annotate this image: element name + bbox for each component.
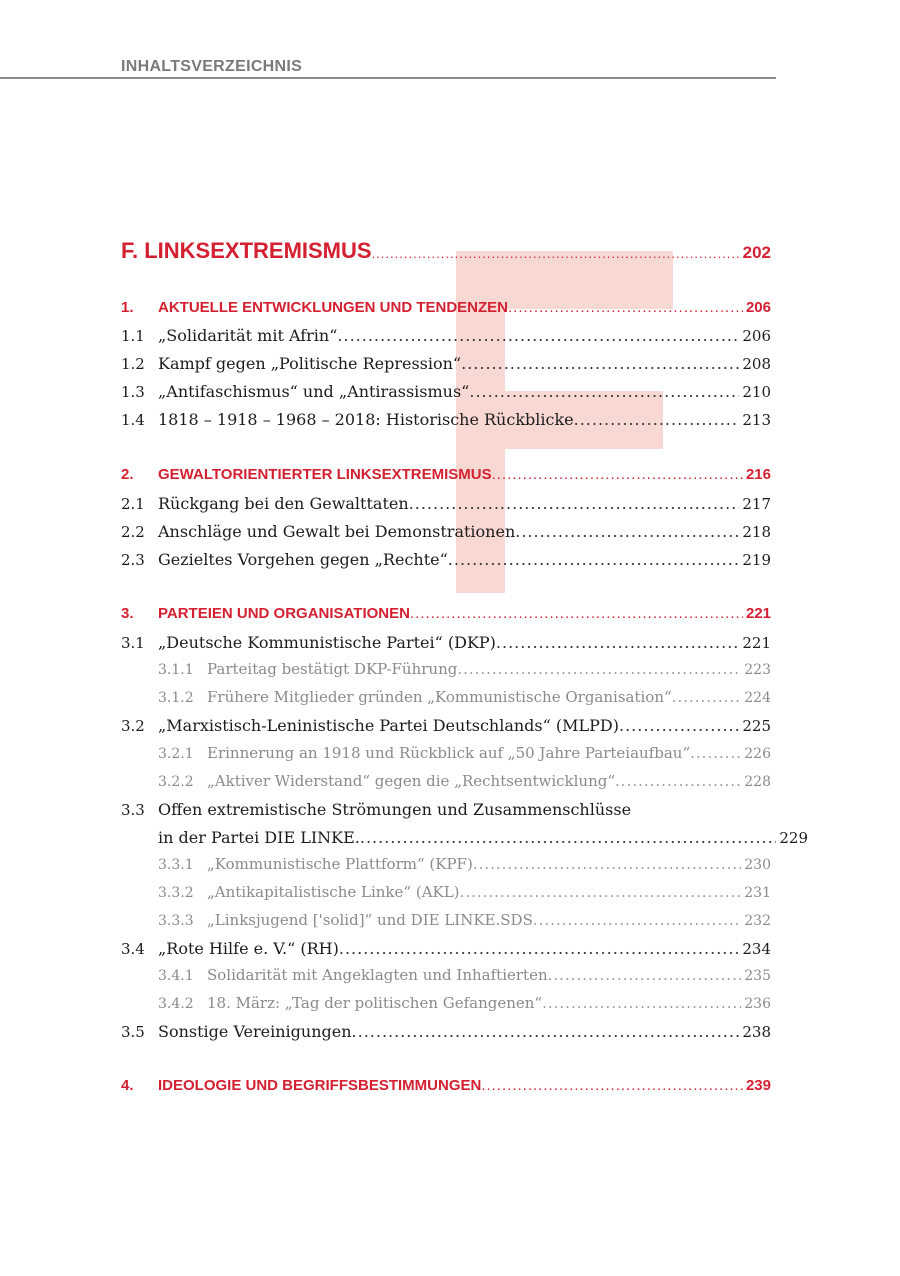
section-number: 3.4 bbox=[121, 940, 145, 958]
page-number: 234 bbox=[742, 940, 771, 958]
toc-section-entry[interactable] bbox=[121, 382, 771, 401]
toc-chapter-entry[interactable] bbox=[121, 1077, 771, 1094]
section-number: 1.2 bbox=[121, 355, 145, 373]
toc-section-entry[interactable] bbox=[121, 550, 771, 569]
chapter-title: PARTEIEN UND ORGANISATIONEN bbox=[158, 605, 410, 622]
subsection-title: Frühere Mitglieder gründen „Kommunistische Organisation“ bbox=[207, 688, 672, 706]
subsection-number: 3.2.2 bbox=[158, 774, 194, 790]
toc-subsection-entry[interactable] bbox=[121, 744, 771, 762]
subsection-number: 3.4.1 bbox=[158, 968, 194, 984]
dot-leader bbox=[548, 966, 742, 984]
section-number: 2.3 bbox=[121, 551, 145, 569]
section-title: Anschläge und Gewalt bei Demonstrationen bbox=[158, 522, 516, 541]
dot-leader bbox=[574, 410, 740, 429]
dot-leader bbox=[360, 828, 776, 847]
subsection-number: 3.3.3 bbox=[158, 913, 194, 929]
dot-leader bbox=[508, 299, 743, 316]
subsection-number: 3.3.2 bbox=[158, 885, 194, 901]
page-number: 230 bbox=[744, 857, 771, 873]
subsection-title: „Linksjugend ['solid]“ und DIE LINKE.SDS bbox=[207, 911, 533, 929]
toc-section-entry[interactable] bbox=[121, 522, 771, 541]
toc-section-entry[interactable] bbox=[121, 1022, 771, 1041]
subsection-title: Solidarität mit Angeklagten und Inhaftierten bbox=[207, 966, 548, 984]
toc-subsection-entry[interactable] bbox=[121, 911, 771, 929]
page-number: 202 bbox=[742, 243, 771, 262]
subsection-title: Erinnerung an 1918 und Rückblick auf „50 Jahre Parteiaufbau“ bbox=[207, 744, 691, 762]
section-title: 1818 – 1918 – 1968 – 2018: Historische Rückblicke bbox=[158, 410, 574, 429]
page-number: 225 bbox=[742, 717, 771, 735]
section-number: 1.4 bbox=[121, 411, 145, 429]
page-number: 224 bbox=[744, 690, 771, 706]
dot-leader bbox=[460, 883, 742, 901]
dot-leader bbox=[337, 326, 739, 345]
section-title: Sonstige Vereinigungen bbox=[158, 1022, 352, 1041]
page-number: 221 bbox=[745, 605, 771, 622]
section-title: Gezieltes Vorgehen gegen „Rechte“ bbox=[158, 550, 448, 569]
toc-section-entry[interactable] bbox=[121, 494, 771, 513]
section-title: „Marxistisch-Leninistische Partei Deutschlands“ (MLPD) bbox=[158, 716, 619, 735]
toc-section-entry[interactable] bbox=[121, 633, 771, 652]
page-number: 223 bbox=[744, 662, 771, 678]
section-title: „Antifaschismus“ und „Antirassismus“ bbox=[158, 382, 470, 401]
dot-leader bbox=[515, 522, 739, 541]
section-title-line2: in der Partei DIE LINKE. bbox=[158, 828, 360, 847]
page-number: 206 bbox=[742, 327, 771, 345]
toc-subsection-entry[interactable] bbox=[121, 660, 771, 678]
toc-section-entry[interactable] bbox=[121, 939, 771, 958]
dot-leader bbox=[615, 772, 741, 790]
toc-subsection-entry[interactable] bbox=[121, 855, 771, 873]
subsection-number: 3.2.1 bbox=[158, 746, 194, 762]
chapter-title: AKTUELLE ENTWICKLUNGEN UND TENDENZEN bbox=[158, 299, 508, 316]
section-title: „Deutsche Kommunistische Partei“ (DKP) bbox=[158, 633, 496, 652]
dot-leader bbox=[690, 744, 741, 762]
toc-subsection-entry[interactable] bbox=[121, 883, 771, 901]
toc-chapter-entry[interactable] bbox=[121, 466, 771, 483]
dot-leader bbox=[672, 688, 742, 706]
toc-section-entry[interactable] bbox=[121, 716, 771, 735]
toc-part-heading[interactable] bbox=[121, 238, 771, 264]
subsection-number: 3.3.1 bbox=[158, 857, 194, 873]
header-rule bbox=[0, 77, 776, 79]
dot-leader bbox=[496, 633, 739, 652]
section-number: 3.5 bbox=[121, 1023, 145, 1041]
dot-leader bbox=[473, 855, 741, 873]
chapter-number: 2. bbox=[121, 466, 134, 483]
page-number: 229 bbox=[779, 829, 808, 847]
chapter-title: GEWALTORIENTIERTER LINKSEXTREMISMUS bbox=[158, 466, 492, 483]
section-title: Kampf gegen „Politische Repression“ bbox=[158, 354, 462, 373]
page-number: 228 bbox=[744, 774, 771, 790]
page-number: 208 bbox=[742, 355, 771, 373]
section-title: Offen extremistische Strömungen und Zusammenschlüsse bbox=[158, 800, 632, 819]
section-number: 1.1 bbox=[121, 327, 145, 345]
dot-leader bbox=[409, 494, 740, 513]
subsection-number: 3.1.2 bbox=[158, 690, 194, 706]
dot-leader bbox=[619, 716, 739, 735]
chapter-number: 3. bbox=[121, 605, 134, 622]
dot-leader bbox=[481, 1077, 743, 1094]
page-number: 217 bbox=[742, 495, 771, 513]
page-number: 219 bbox=[742, 551, 771, 569]
section-number: 3.2 bbox=[121, 717, 145, 735]
subsection-title: „Antikapitalistische Linke“ (AKL) bbox=[207, 883, 460, 901]
page-number: 213 bbox=[742, 411, 771, 429]
page-number: 232 bbox=[744, 913, 771, 929]
chapter-title: IDEOLOGIE UND BEGRIFFSBESTIMMUNGEN bbox=[158, 1077, 482, 1094]
subsection-number: 3.4.2 bbox=[158, 996, 194, 1012]
page-number: 238 bbox=[742, 1023, 771, 1041]
page-number: 221 bbox=[742, 634, 771, 652]
toc-section-entry-continuation[interactable] bbox=[121, 828, 808, 847]
section-title: „Solidarität mit Afrin“ bbox=[158, 326, 338, 345]
dot-leader bbox=[352, 1022, 740, 1041]
page-number: 216 bbox=[745, 466, 771, 483]
section-number: 2.1 bbox=[121, 495, 145, 513]
dot-leader bbox=[448, 550, 740, 569]
chapter-number: 4. bbox=[121, 1077, 134, 1094]
page-number: 235 bbox=[744, 968, 771, 984]
dot-leader bbox=[533, 911, 741, 929]
page-number: 226 bbox=[744, 746, 771, 762]
dot-leader bbox=[542, 994, 741, 1012]
part-title: F. LINKSEXTREMISMUS bbox=[121, 238, 372, 263]
subsection-title: „Kommunistische Plattform“ (KPF) bbox=[207, 855, 473, 873]
section-number: 3.3 bbox=[121, 801, 145, 819]
section-number: 2.2 bbox=[121, 523, 145, 541]
dot-leader bbox=[372, 246, 739, 261]
toc-subsection-entry[interactable] bbox=[121, 688, 771, 706]
running-header: INHALTSVERZEICHNIS bbox=[121, 58, 303, 75]
dot-leader bbox=[457, 660, 741, 678]
subsection-title: Parteitag bestätigt DKP-Führung bbox=[207, 660, 458, 678]
toc-section-entry[interactable] bbox=[121, 800, 771, 819]
page-number: 231 bbox=[744, 885, 771, 901]
section-number: 3.1 bbox=[121, 634, 145, 652]
page-number: 210 bbox=[742, 383, 771, 401]
toc-section-entry[interactable] bbox=[121, 326, 771, 345]
section-title: Rückgang bei den Gewalttaten bbox=[158, 494, 409, 513]
toc-subsection-entry[interactable] bbox=[121, 994, 771, 1012]
subsection-title: „Aktiver Widerstand“ gegen die „Rechtsentwicklung“ bbox=[207, 772, 616, 790]
chapter-number: 1. bbox=[121, 299, 134, 316]
section-number: 1.3 bbox=[121, 383, 145, 401]
page-number: 239 bbox=[745, 1077, 771, 1094]
dot-leader bbox=[339, 939, 740, 958]
toc-subsection-entry[interactable] bbox=[121, 966, 771, 984]
section-title: „Rote Hilfe e. V.“ (RH) bbox=[158, 939, 339, 958]
dot-leader bbox=[469, 382, 739, 401]
page-number: 218 bbox=[742, 523, 771, 541]
page-number: 206 bbox=[745, 299, 771, 316]
subsection-title: 18. März: „Tag der politischen Gefangenen“ bbox=[207, 994, 543, 1012]
toc-chapter-entry[interactable] bbox=[121, 605, 771, 622]
dot-leader bbox=[492, 466, 743, 483]
dot-leader bbox=[410, 605, 743, 622]
toc-section-entry[interactable] bbox=[121, 410, 771, 429]
toc-subsection-entry[interactable] bbox=[121, 772, 771, 790]
subsection-number: 3.1.1 bbox=[158, 662, 194, 678]
page-number: 236 bbox=[744, 996, 771, 1012]
toc-chapter-entry[interactable] bbox=[121, 299, 771, 316]
toc-section-entry[interactable] bbox=[121, 354, 771, 373]
dot-leader bbox=[461, 354, 739, 373]
